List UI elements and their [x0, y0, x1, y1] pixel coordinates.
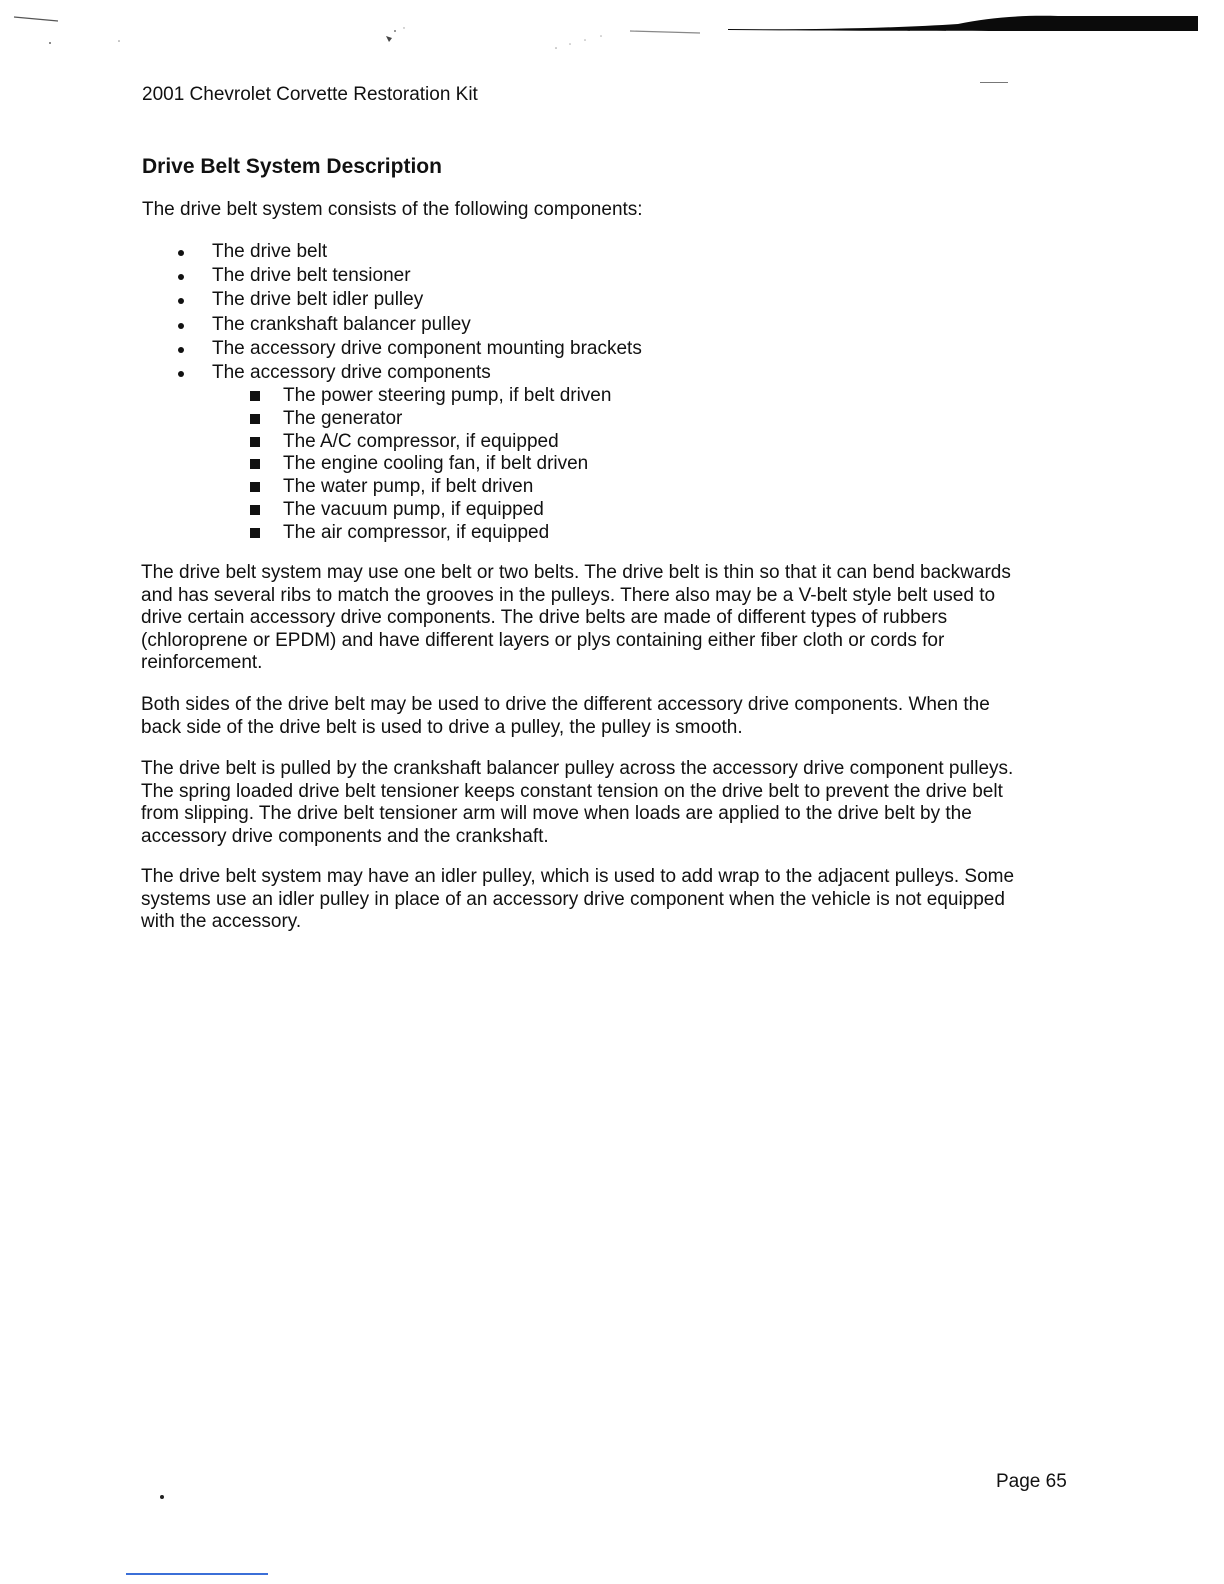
list-item [142, 240, 642, 264]
paragraph-line: reinforcement. [141, 652, 263, 674]
document-header-title: 2001 Chevrolet Corvette Restoration Kit [142, 84, 478, 105]
bullet-icon [178, 371, 184, 377]
sub-list-item-text: The water pump, if belt driven [283, 476, 534, 498]
list-item [142, 313, 642, 337]
square-bullet-icon [250, 459, 260, 469]
sub-list-item-text: The generator [283, 407, 403, 429]
bullet-icon [178, 298, 184, 304]
square-bullet-icon [250, 414, 260, 424]
sub-list-item-text: The A/C compressor, if equipped [283, 430, 559, 452]
square-bullet-icon [250, 505, 260, 515]
sub-list-item-text: The vacuum pump, if equipped [283, 498, 544, 520]
list-item [142, 361, 642, 385]
sub-list-item-text: The engine cooling fan, if belt driven [283, 453, 589, 475]
page-number: Page 65 [996, 1471, 1067, 1492]
paragraph-line: accessory drive components and the crankshaft. [141, 825, 549, 847]
sub-list-item-text: The power steering pump, if belt driven [283, 385, 612, 406]
paragraph-line: systems use an idler pulley in place of an accessory drive component when the vehicle is not equipped [141, 888, 1005, 910]
component-list [142, 240, 642, 385]
sub-list-item-text: The air compressor, if equipped [283, 521, 550, 543]
list-item-text: The drive belt idler pulley [212, 289, 424, 311]
list-item-text: The drive belt tensioner [212, 265, 411, 287]
scan-underline [126, 1573, 268, 1575]
square-bullet-icon [250, 528, 260, 538]
paragraph-line: back side of the drive belt is used to drive a pulley, the pulley is smooth. [141, 716, 743, 738]
paragraph-idler-pulley [141, 866, 1071, 934]
accessory-component-list [142, 384, 611, 544]
list-item-text: The accessory drive component mounting brackets [212, 337, 642, 359]
scan-edge-bar [728, 14, 1198, 36]
paragraph-line: The drive belt system may use one belt or two belts. The drive belt is thin so that it can bend backwards [141, 562, 1011, 583]
section-heading: Drive Belt System Description [142, 155, 442, 178]
bullet-icon [178, 250, 184, 256]
paragraph-line: drive certain accessory drive components. The drive belts are made of different types of rubbers [141, 607, 948, 629]
list-item-text: The drive belt [212, 241, 328, 262]
sub-list-item [142, 407, 611, 430]
list-item [142, 337, 642, 361]
sub-list-item [142, 475, 611, 498]
paragraph-line: The drive belt is pulled by the crankshaft balancer pulley across the accessory drive component pulleys. [141, 758, 1014, 779]
sub-list-item [142, 498, 611, 521]
bullet-icon [178, 274, 184, 280]
paragraph-belt-tension [141, 758, 1071, 848]
bullet-icon [178, 323, 184, 329]
square-bullet-icon [250, 437, 260, 447]
list-item [142, 264, 642, 288]
sub-list-item [142, 452, 611, 475]
bullet-icon [178, 347, 184, 353]
scan-mark [980, 82, 1008, 83]
paragraph-line: The spring loaded drive belt tensioner keeps constant tension on the drive belt to prevent the drive belt [141, 780, 1003, 802]
sub-list-item [142, 521, 611, 544]
sub-list-item [142, 430, 611, 453]
scan-dot [160, 1495, 164, 1499]
list-item [142, 288, 642, 312]
square-bullet-icon [250, 391, 260, 401]
list-item-text: The crankshaft balancer pulley [212, 313, 471, 335]
list-item-text: The accessory drive components [212, 361, 491, 383]
paragraph-line: from slipping. The drive belt tensioner arm will move when loads are applied to the drive belt by the [141, 803, 972, 825]
scan-specks [0, 0, 1224, 80]
intro-text: The drive belt system consists of the following components: [142, 199, 643, 220]
square-bullet-icon [250, 482, 260, 492]
paragraph-line: Both sides of the drive belt may be used to drive the different accessory drive components. When the [141, 694, 990, 715]
paragraph-line: and has several ribs to match the grooves in the pulleys. There also may be a V-belt style belt used to [141, 584, 996, 606]
sub-list-item [142, 384, 611, 407]
paragraph-line: (chloroprene or EPDM) and have different layers or plys containing either fiber cloth or cords for [141, 629, 945, 651]
paragraph-line: The drive belt system may have an idler pulley, which is used to add wrap to the adjacent pulleys. Some [141, 866, 1015, 887]
paragraph-line: with the accessory. [141, 911, 302, 933]
paragraph-belt-sides [141, 694, 1071, 739]
paragraph-belt-types [141, 562, 1071, 675]
